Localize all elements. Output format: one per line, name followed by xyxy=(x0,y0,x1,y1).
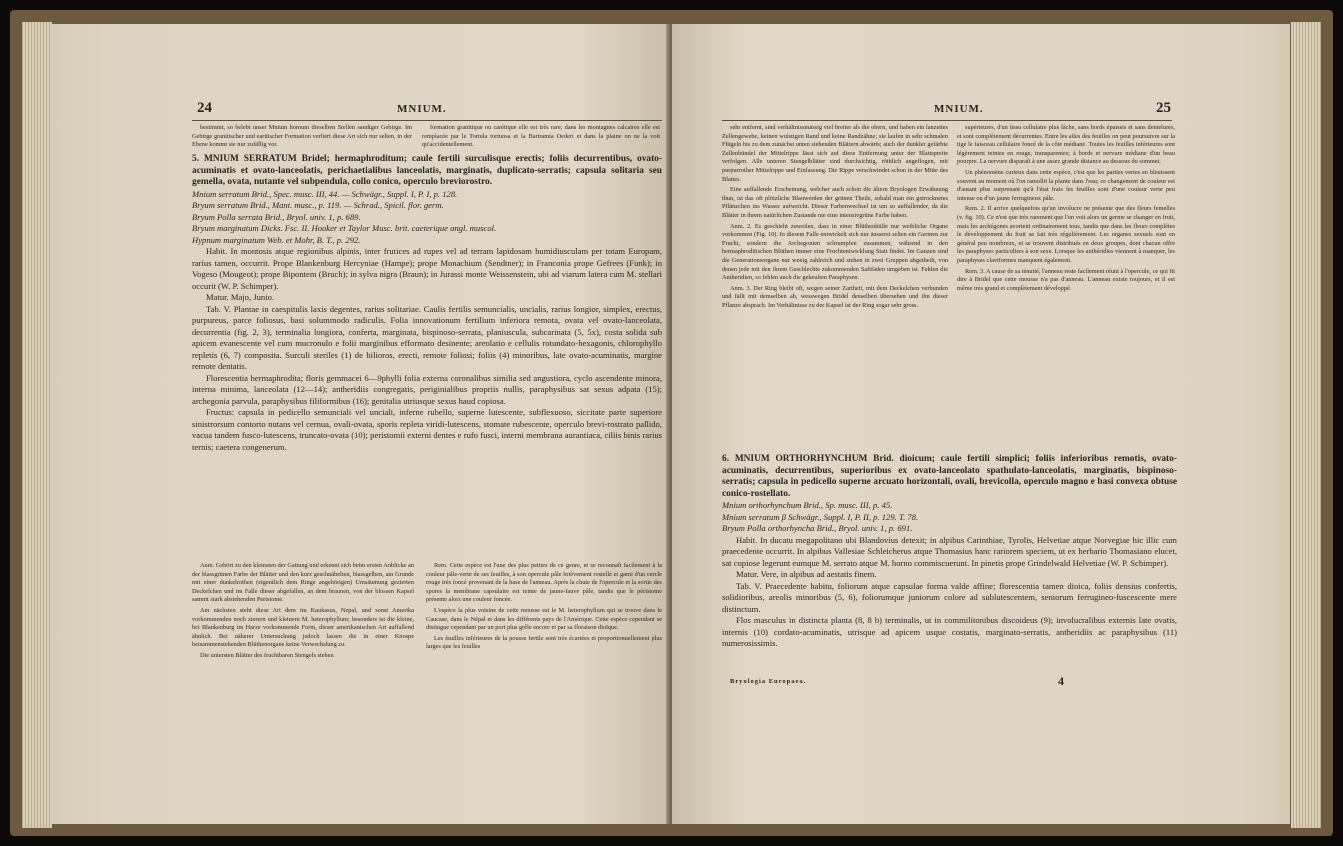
page-number: 24 xyxy=(197,100,212,116)
synonym: Bryum serratum Brid., Mant. musc., p. 119. — Schrad., Spicil. flor. germ. xyxy=(192,200,444,210)
main-text-left xyxy=(192,154,662,453)
synonym: Hypnum marginatum Web. et Mohr, B. T., p. 292. xyxy=(192,234,361,245)
synonym: Bryum Polla serrata Brid., Bryol. univ. 1, p. 689. xyxy=(192,211,361,222)
florescence-paragraph: Florescentia hermaphrodita; floris gemmacei 6—9phylli folia externa coronalibus similia sed angustiora, cyclo ascendente minora, interna minima, lanceolata (12—14); antheridiis congregatis, periginialibus propriis nullis, paraphysibus sat sexus adpata (15); archegonia parvula, paraphysibus filiformibus (16); genitalia utriusque sexus haud copiosa. xyxy=(192,372,662,406)
header-rule xyxy=(722,120,1172,121)
remarks-column-german: Anm. Gehört zu den kleinsten der Gattung und erkennt sich beim ersten Anblicke an der blassgrünen Farbe der Blätter und den kurz geschnäbelten, blassgelben, am Grunde mit einer dunkelrothen (eigentlich dem Ringe angehörigen) Umsäumung gezierten Deckelchen und im Falle dieser abgefallen, an dem braunen, von der blossen Kapsel sammt stark abstehenden Peristome. Am nächsten steht diese Art dem im Kaukasus, Nepal, und sonst Amerika vorkommenden noch zierern und kleinern M. heterophyllum; besonders ist die kleine, bei Blankenburg im Harze vorkommende Form, dieser amerikanischen Art auffallend ähnlich. Bei näherer Untersuchung jedoch lassen die in einer Knospe beisammenstehenden Blüthenorgane keine Verwechslung zu. Die untersten Blätter des fruchtbaren Stengels stehen xyxy=(192,562,414,659)
signature-mark: 4 xyxy=(1058,674,1064,688)
maturity-paragraph: Matur. Vere, in alpibus ad aestatis finem. xyxy=(736,569,877,579)
synonym: Mnium serratum β Schwägr., Suppl. I, P. II, p. 129. T. 78. xyxy=(722,511,919,522)
synonym: Bryum marginatum Dicks. Fsc. II. Hooker et Taylor Musc. brit. caeterique angl. muscol. xyxy=(192,223,497,233)
species-heading: 6. MNIUM ORTHORHYNCHUM Brid. dioicum; caule fertili simplici; foliis inferioribus remotis, ovato-acuminatis, decurrentibus, superioribus ex ovato-lanceolato spathulato-lanceolatis, marginatis, bispinoso-serratis; capsula in pedicello superne arcuato horizontali, ovali, brevicolla, operculo magno e basi convexa obtuse conico-rostellato. xyxy=(722,454,1177,499)
remarks-column-french: Rem. Cette espèce est l'une des plus petites de ce genre, et se reconnaît facilement à la couleur pâle-verte de ses feuilles, à son opercule pâle brièvement rostellé et garni d'un cercle rouge très foncé provenant de la base de l'anneau. Après la chute de l'opercule et la sortie des spores la membrane capsulaire est teinte de jaune-fauve pâle, tandis que le péristome présente alors une couleur foncée. L'espèce la plus voisine de cette mousse est le M. heterophyllum qui se trouve dans le Caucase, dans le Népal et dans les différents pays de l'Amérique. Cette espèce cependant se distingue cependant par un port plus grêle encore et par sa floraison dioïque. Les feuilles inférieures de la pousse fertile sont très écartées et proportionnellement plus larges que les feuilles xyxy=(426,562,662,651)
synonym: Mnium serratum Brid., Spec. musc. III, 44. — Schwägr., Suppl. I, P. I, p. 128. xyxy=(192,188,458,199)
fructus-paragraph: Fructus: capsula in pedicello semunciali vel unciali, inferne rubello, superne lutescente, subflexuoso, siccitate parte superiore sinistrorsum contorto nutans vel cernua, ovali-ovata, sporis repleta viridi-lutescens, stomate rubescente, operculo brevi-rostrato pallido, vacua tandem fusco-lutescens, truncato-ovata (10); peristomii externi dentes e rufo fusci, interni membrana aurantiaca, ciliis binis rarius ternis; caetera congenerum. xyxy=(192,407,662,452)
maturity-paragraph: Matur. Majo, Junio. xyxy=(206,292,275,302)
right-page xyxy=(672,24,1290,824)
running-head: MNIUM. xyxy=(397,103,447,115)
male-flower-paragraph: Flos masculus in distincta planta (8, 8 b) terminalis, ut in commilitonibus discoideus (9); involucralibus externis late ovatis, internis (10) cordato-acuminatis, utrisque ad apicem usque costatis, marginato-serratis, antheridiis ac paraphysibus (11) numerosissimis. xyxy=(722,615,1177,648)
top-column-french: formation granitique ou carétique elle est très rare; dans les montagnes calcaires elle est remplacée par le Tortula tortuosa et la Bartramia Oederi et dans la plaine on ne la voit qu'accidentellement. xyxy=(422,124,660,149)
habitat-paragraph: Habit. In montosis atque regionibus alpinis, inter frutices ad rupes vel ad terram lapidosam humidiusculam per totam Europam, rarius tamen, occurrit. Prope Blankenburg Hercyniae (Hampe); prope Monachium (Sendtner); in Franconia prope Gefrees (Funk); in Vogeso (Mougeot); prope Bipontem (Bruch); in sylva nigra (Braun); in Jurassi monte Weissenstein, ubi ad viarum latera cum M. stellari occurit (W. P. Schimper). xyxy=(192,246,662,291)
top-column-german: bestimmt, so belebt unser Mnium hornum dieselben Stellen sandiger Gebirge. Im Gebirge granitischer und earitischer Formation verliert diese Art sich nur selten, in der Ebene kommt sie nur zufällig vor. xyxy=(192,124,412,149)
description-paragraph: Tab. V. Praecedente habitu, foliorum atque capsulae forma valde affine; florescentia tamen dioica, foliis densius confertis, solidioribus, areolis minoribus (5, 6), foliorumque juniorum colore ad sublutescentem, seniorum ferrugineo-fuscescente mere distinctum. xyxy=(722,580,1177,614)
species-heading: 5. MNIUM SERRATUM Bridel; hermaphroditum; caule fertili surculisque erectis; foliis decurrentibus, ovato-acuminatis et ovato-lanceolatis, perichaetialibus lanceolatis, marginatis, duplicato-serratis; capsula solitaria seu gemella, ovata, nutante vel subpendula, collo conico, operculo breviorostro. xyxy=(192,154,662,187)
left-page xyxy=(52,24,670,824)
footer-imprint: Bryologia Europaea. xyxy=(730,678,807,685)
main-text-right xyxy=(722,454,1177,650)
habitat-paragraph: Habit. In ducatu megapolitano ubi Blandovius detexit; in alpibus Carinthiae, Tyrolis, Helvetiae atque Norvegiae hic illic cum praecedente occurrit. In alpibus Vallesiae Schleicherus atque Thomasius hanc rariorem speciem, ut ex herbario Thomasiano elucet, sat copiose legerunt eumque M. serrato atque M. horno commiscuerunt. In pinetis prope Grindelwald Helvetiae (W. P. Schimper). xyxy=(722,534,1177,568)
synonym: Mnium orthorhynchum Brid., Sp. musc. III, p. 45. xyxy=(722,500,893,510)
header-rule xyxy=(192,120,662,121)
top-column-french: supérieures, d'un tissu cellulaire plus lâche, sans bords épaissis et sans dentelures, et sont complètement décurrentes. Entre les ailes des feuilles on peut poursuivre sur la tige le faisceau cellulaire foncé de la côte médiane. Toutes les feuilles inférieures sont légèrement teintes en rouge, transparentes; à bords et nervure médiane d'un beau pourpre. La nervure disparaît à une assez grande distance au dessous du sommet. Un phénomène curieux dans cette espèce, c'est que les parties vertes en bleuissent souvent au moment où l'on ramollit la plante dans l'eau; ce changement de couleur est d'autant plus surprenant qu'à l'état frais les feuilles sont d'une couleur verte peu intense ou d'un jaune ferrugineux pâle. Rem. 2. Il arrive quelquefois qu'un involucre ne présente que des fleurs femelles (v. fig. 10). Ce n'est que très rarement que l'on voit alors un germe se changer en fruit, mais les archégones avortent ordinairement tous, tandis que dans les fleurs complètes le développement du fruit se fait très régulièrement. Les organes sexuels sont en général peu nombreux, et se trouvent distribués en deux groupes, dont chacun offre les paraphyses particuliers à son sexe. Lorsque les anthéridies viennent à manquer, les paraphyses claviformes manquent également. Rem. 3. A cause de sa ténuité, l'anneau reste facilement réuni à l'opercule, ce qui fit dire à Bridel que cette mousse n'a pas d'anneau. L'anneau existe toujours, et il est même très grand et complètement développé. xyxy=(957,124,1175,292)
top-column-german: sehr entfernt, sind verhältnissmässig viel breiter als die obern, und haben ein lanzettes Zellengewebe, keinen wulstigen Rand und keine Randzähne; sie laufen in sehr schmalen Flügeln bis zu dem zunächst unten stehenden Blättern abwärts; auch der dunkler gefärbte Zellenbündel der Mittelrippe lässt sich auf diese Entfernung unter der Blattspreite verfolgen. Alle unteren Stengelblätter sind durchsichtig, röthlich angeflogen, mit purpurrother Mittelrippe und Einfassung. Die Rippe verschwindet schon in der Mitte des Blattes. Eine auffallende Erscheinung, welcher auch schon die ältern Bryologen Erwähnung thun, ist das oft plötzliche Blauwerden der grünen Theile, sobald man ein getrocknetes Pflänzchen ins Wasser aufweicht. Dieser Farbenwechsel ist um so auffallender, da die Blätter in ihrem natürlichen Zustande nie eine intensivgrüne Farbe haben. Anm. 2. Es geschieht zuweilen, dass in einer Blüthenhülle nur weibliche Organe vorkommen (Fig. 10). In diesem Falle entwickelt sich nur äusserst selten ein Germen zur Frucht, sondern die Archegonien schrumpfen zusammen, während in den hermaphroditischen Blüthen immer eine Fruchtentwicklung Statt findet. Im Ganzen sind die Generationsorgane nur wenig zahlreich und stehen in zwei Gruppen abgetheilt, von denen jede mit den ihrem Geschlechte zukommenden Saftfäden umgeben ist. Fehlen die Antheridien, so fehlen auch die gekeulten Paraphysen. Anm. 3. Der Ring bleibt oft, wegen seiner Zartheit, mit dem Deckelchen verbunden und fällt mit demselben ab, wesswegen Bridel denselben übersehen und ihn dieser Pflanze absprach. Im Verhältnisse zu der Kapsel ist der Ring sogar sehr gross. xyxy=(722,124,948,309)
description-paragraph: Tab. V. Plantae in caespitulis laxis degentes, rarius solitariae. Caulis fertilis semuncialis, uncialis, rarius longior, simplex, erectus, purpureus, parce foliosus, basi solummodo radiculis. Folia innovationum fertilium inferiora remota, ovata vel ovato-lanceolata, decurrentia (fig. 2, 3), terminalia longiora, conferta, marginata, bispinoso-serrata, planiuscula, subcarinata (5, 5x), costa solida sub apicem evanescente vel cum mucronulo e folii marginibus efformato desinente; areolatio e cellulis rotundato-hexagonis, chlorophyllo repletis (6, 7) composita. Surculi steriles (1) de bilioros, erecti, remote foliosi; foliis (4) minoribus, late ovato-acuminatis, margine remote dentatis. xyxy=(192,303,662,371)
page-number: 25 xyxy=(1156,100,1171,116)
synonym: Bryum Polla orthorhyncha Brid., Bryol. univ. 1, p. 691. xyxy=(722,523,913,533)
left-page-edges xyxy=(22,22,52,828)
running-head: MNIUM. xyxy=(934,103,984,115)
right-page-edges xyxy=(1291,22,1321,828)
